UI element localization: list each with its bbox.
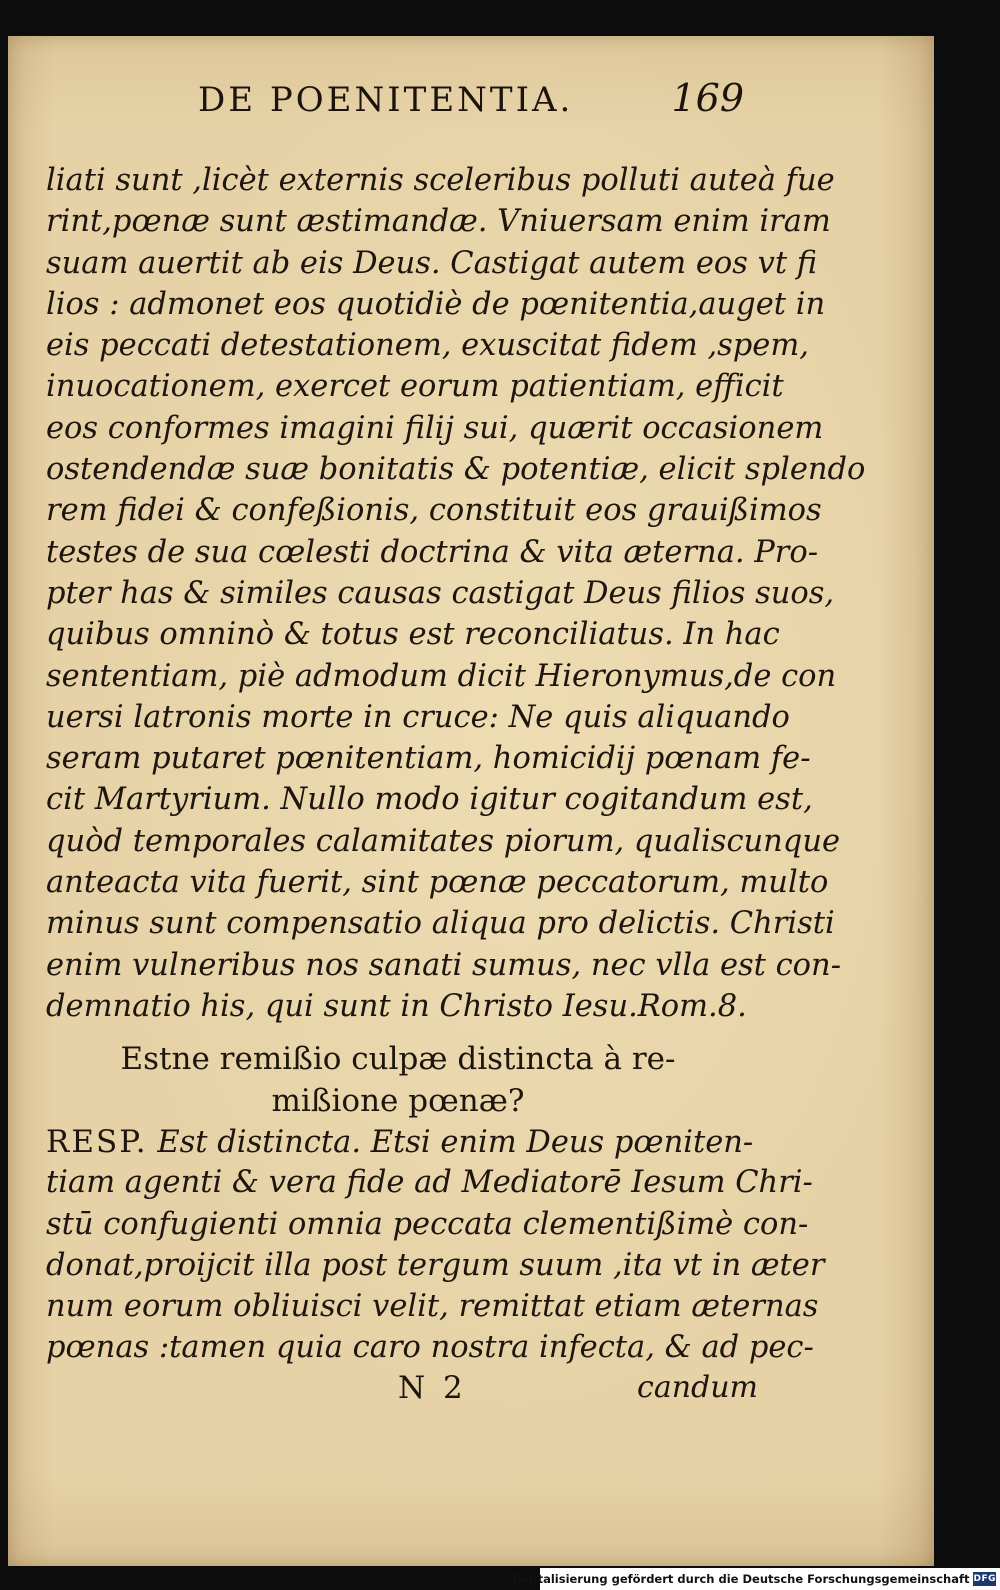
catchword: candum (637, 1370, 758, 1405)
text-line: inuocationem, exercet eorum patientiam, efficit (46, 369, 784, 405)
text-line: rint,pœnæ sunt æstimandæ. Vniuersam enim iram (46, 204, 831, 240)
text-line: pter has & similes causas castigat Deus filios suos, (46, 575, 835, 611)
text-line: testes de sua cœlesti doctrina & vita æterna. Pro- (46, 534, 819, 570)
book-page (8, 36, 934, 1566)
text-line: eos conformes imagini filij sui, quærit occasionem (46, 410, 824, 446)
text-line: seram putaret pœnitentiam, homicidij pœnam fe- (46, 741, 811, 777)
response-first-text: Est distincta. Etsi enim Deus pœniten- (157, 1125, 754, 1160)
heading-line: Estne remißio culpæ distincta à re- (120, 1041, 676, 1077)
text-line: suam auertit ab eis Deus. Castigat autem eos vt fi (46, 245, 818, 281)
text-line: liati sunt ,licèt externis sceleribus polluti auteà fue (46, 163, 835, 198)
text-line: donat,proijcit illa post tergum suum ,ita vt in æter (46, 1247, 825, 1283)
text-line: cit Martyrium. Nullo modo igitur cogitandum est, (46, 782, 813, 818)
text-line: tiam agenti & vera fide ad Mediatorē Iesum Chri- (46, 1165, 813, 1201)
response-paragraph (46, 1121, 825, 1369)
text-line: pœnas :tamen quia caro nostra infecta, & ad pec- (46, 1330, 814, 1366)
text-line: minus sunt compensatio aliqua pro delictis. Christi (46, 906, 835, 942)
section-heading (118, 1038, 678, 1122)
text-line: stū confugienti omnia peccata clementißimè con- (46, 1206, 809, 1242)
heading-line: mißione pœnæ? (271, 1083, 525, 1119)
text-line: quibus omninò & totus est reconciliatus. In hac (46, 617, 780, 653)
signature-mark: N 2 (398, 1370, 467, 1406)
text-line: sententiam, piè admodum dicit Hieronymus,de con (46, 658, 837, 694)
text-line: uersi latronis morte in cruce: Ne quis aliquando (46, 699, 790, 735)
page-footer (398, 1370, 758, 1420)
text-line: ostendendæ suæ bonitatis & potentiæ, elicit splendo (46, 452, 866, 488)
text-line: rem fidei & confeßionis, constituit eos grauißimos (46, 493, 822, 529)
running-head: DE POENITENTIA. (198, 80, 574, 120)
body-text (46, 160, 866, 1027)
response-label: RESP. (46, 1124, 148, 1160)
response-first-line (46, 1121, 754, 1162)
text-line: quòd temporales calamitates piorum, qualiscunque (46, 823, 841, 859)
text-line: eis peccati detestationem, exuscitat fidem ,spem, (46, 328, 809, 364)
text-line: demnatio his, qui sunt in Christo Iesu.Rom.8. (46, 988, 747, 1024)
dfg-attribution-bar (511, 1568, 1000, 1590)
text-line: anteacta vita fuerit, sint pœnæ peccatorum, multo (46, 865, 829, 901)
page-number: 169 (671, 76, 744, 120)
dfg-logo-icon: DFG (973, 1574, 996, 1584)
page-header (198, 76, 758, 136)
text-line: lios : admonet eos quotidiè de pœnitentia,auget in (46, 286, 826, 322)
dfg-attribution-text: Digitalisierung gefördert durch die Deutsche Forschungsgemeinschaft (511, 1572, 970, 1586)
text-line: num eorum obliuisci velit, remittat etiam æternas (46, 1289, 819, 1325)
text-line: enim vulneribus nos sanati sumus, nec vlla est con- (46, 947, 841, 983)
